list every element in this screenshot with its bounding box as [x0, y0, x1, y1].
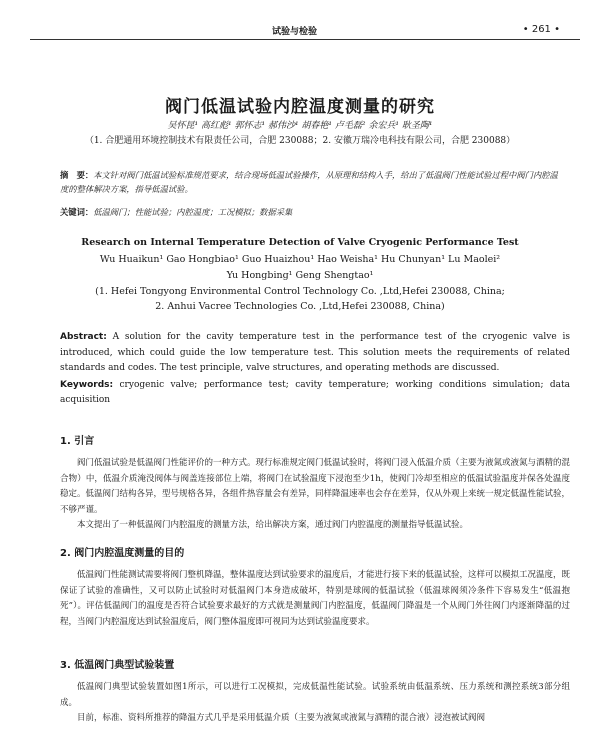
page-number: • 261 • — [522, 24, 560, 35]
body-paragraph: 本文提出了一种低温阀门内腔温度的测量方法，给出解决方案，通过阀门内腔温度的测量指导低温试验。 — [77, 520, 469, 530]
body-paragraph: 阀门低温试验是低温阀门性能评价的一种方式。现行标准规定阀门低温试验时，将阀门浸入低温介质（主要为液氮或液氮与酒精的混合物）中，低温介质淹没阀体与阀盖连接部位上端，将阀门在试验温度下浸泡至少1h，使阀门冷却至相应的低温试验温度并保各处温度稳定。低温阀门结构各异，型号规格各异，各组件热容量会有差异，同样降温速率也会存在差异，仅从外观上来统一规定低温性能试验，不够严谨。 — [60, 458, 571, 515]
cn-keywords-text: 低温阀门；性能试验；内腔温度；工况模拟；数据采集 — [93, 207, 293, 217]
running-header — [40, 24, 580, 40]
cn-abstract-label: 摘 要： — [60, 170, 94, 180]
en-authors-line1: Wu Huaikun¹ Gao Hongbiao¹ Guo Huaizhou¹ Hao Weisha¹ Hu Chunyan¹ Lu Maolei² — [99, 254, 501, 265]
body-paragraph: 目前，标准、资料所推荐的降温方式几乎是采用低温介质（主要为液氮或液氮与酒精的混合液）浸泡被试阀阀 — [77, 713, 486, 723]
cn-abstract-text: 本文针对阀门低温试验标准规范要求，结合现场低温试验操作，从原理和结构入手，给出了低温阀门性能试验过程中阀门内腔温度的整体解决方案，指导低温试验。 — [60, 170, 558, 194]
cn-keywords-label: 关键词： — [60, 207, 94, 217]
en-abstract-text: A solution for the cavity temperature test in the performance test of the cryogenic valve is introduced, which could guide the low temperature test. This solution meets the requirements of related standards and codes. The test principle, valve structures, and operating methods are discussed. — [60, 332, 570, 373]
en-title: Research on Internal Temperature Detection of Valve Cryogenic Performance Test — [81, 237, 519, 248]
header-rule — [30, 39, 580, 40]
en-affiliation2: 2. Anhui Vacree Technologies Co. ,Ltd,Hefei 230088, China) — [155, 301, 445, 312]
body-paragraph: 低温阀门典型试验装置如图1所示，可以进行工况模拟，完成低温性能试验。试验系统由低温系统、压力系统和测控系统3部分组成。 — [60, 682, 570, 708]
cn-authors: 吴怀昆¹ 高红彪¹ 郭怀志¹ 郝伟沙¹ 胡春艳¹ 卢毛磊² 余宏兵¹ 耿圣陶¹ — [167, 121, 433, 131]
en-affiliation1: (1. Hefei Tongyong Environmental Control Technology Co. ,Ltd,Hefei 230088, China; — [95, 286, 505, 297]
paper-title: 阀门低温试验内腔温度测量的研究 — [165, 97, 435, 117]
journal-section-name: 试验与检验 — [272, 27, 318, 37]
en-abstract — [60, 330, 570, 377]
section-heading: 2. 阀门内腔温度测量的目的 — [60, 548, 185, 559]
en-authors-line2: Yu Hongbing¹ Geng Shengtao¹ — [226, 270, 374, 281]
body-paragraph: 低温阀门性能测试需要将阀门整机降温，整体温度达到试验要求的温度后，才能进行接下来的低温试验，这样可以模拟工况温度，既保证了试验的准确性，又可以防止试验时对低温阀门本身造成破坏，特别是球阀的低温试验（低温球阀须冷条件下容易发生“低温抱死”）。评估低温阀门的温度是否符合试验要求最好的方式就是测量阀门内腔温度，低温阀门降温是一个从阀门外往阀门内逐渐降温的过程，当阀门内腔温度达到试验温度后，阀门整体温度即可视同为达到试验温度要求。 — [60, 570, 571, 627]
section-heading: 3. 低温阀门典型试验装置 — [60, 660, 175, 671]
cn-keywords — [60, 206, 565, 218]
en-keywords — [60, 378, 570, 407]
en-abstract-label: Abstract: — [60, 332, 107, 342]
cn-affiliation: （1. 合肥通用环境控制技术有限责任公司，合肥 230088；2. 安徽万瑞冷电科技有限公司，合肥 230088） — [84, 136, 516, 146]
en-keywords-label: Keywords: — [60, 380, 114, 390]
section-heading: 1. 引言 — [60, 436, 95, 447]
cn-abstract — [60, 168, 565, 196]
en-keywords-text: cryogenic valve; performance test; cavity temperature; working conditions simulation; data acquisition — [60, 380, 570, 405]
